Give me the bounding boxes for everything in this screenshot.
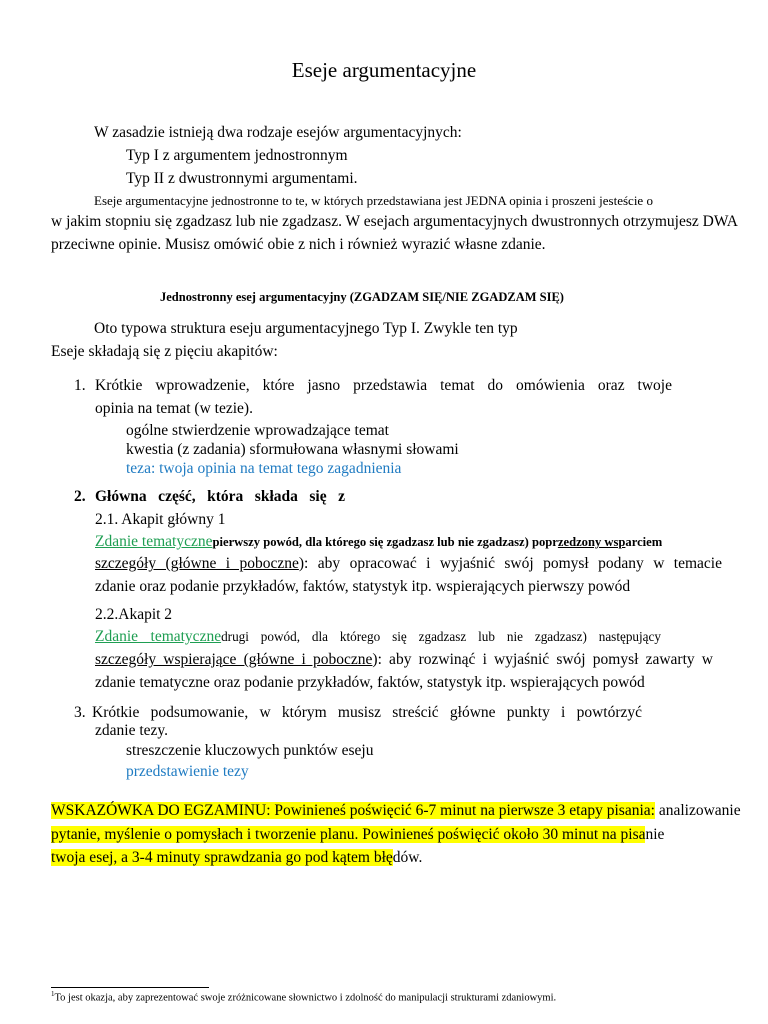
sub1-heading: 2.1. Akapit główny 1 bbox=[95, 511, 226, 528]
item1-line-2: opinia na temat (w tezie). bbox=[95, 400, 253, 417]
footnote: $^1$To jest okazja, aby zaprezentować swoje zróżnicowane słownictwo i zdolność do manipulacji strukturami zdaniowymi. bbox=[51, 990, 557, 1004]
structure-line-1: Oto typowa struktura eseju argumentacyjnego Typ I. Zwykle ten typ bbox=[94, 320, 518, 337]
item3-bullet-2: przedstawienie tezy bbox=[126, 763, 249, 780]
footnote-mark: 1 bbox=[51, 990, 55, 998]
item3-line-2: zdanie tezy. bbox=[95, 722, 169, 739]
footnote-separator bbox=[51, 987, 209, 988]
item1-bullet-1: ogólne stwierdzenie wprowadzające temat bbox=[126, 422, 389, 439]
type-1-item: Typ I z argumentem jednostronnym bbox=[126, 147, 348, 164]
sub1-line-1: Zdanie tematycznepierwszy powód, dla którego się zgadzasz lub nie zgadzasz) poprzedzony wsparciem bbox=[95, 533, 663, 550]
list-number-3: 3. bbox=[74, 704, 86, 721]
section-heading: Jednostronny esej argumentacyjny (ZGADZAM SIĘ/NIE ZGADZAM SIĘ) bbox=[160, 290, 564, 304]
exam-tip-line-2: pytanie, myślenie o pomysłach i tworzenie planu. Powinieneś poświęcić około 30 minut na pisanie bbox=[51, 826, 665, 843]
intro-line-1: W zasadzie istnieją dwa rodzaje esejów argumentacyjnych: bbox=[94, 124, 462, 141]
item1-line-1: Krótkie wprowadzenie, które jasno przedstawia temat do omówienia oraz twoje bbox=[95, 377, 672, 394]
exam-tip-line-1: WSKAZÓWKA DO EGZAMINU: Powinieneś poświęcić 6-7 minut na pierwsze 3 etapy pisania: analizowanie bbox=[51, 802, 741, 819]
sub2-line-3: zdanie tematyczne oraz podanie przykładów, faktów, statystyk itp. wspierających powód bbox=[95, 674, 645, 691]
topic-sentence-label: Zdanie tematyczne bbox=[95, 628, 222, 645]
list-number-1: 1. bbox=[74, 377, 86, 394]
structure-line-2: Eseje składają się z pięciu akapitów: bbox=[51, 343, 278, 360]
page-title: Eseje argumentacyjne bbox=[291, 58, 477, 82]
intro-small-line: Eseje argumentacyjne jednostronne to te, w których przedstawiana jest JEDNA opinia i proszeni jesteście o bbox=[94, 193, 653, 208]
sub2-heading: 2.2.Akapit 2 bbox=[95, 606, 173, 623]
sub2-line-2: szczegóły wspierające (główne i poboczne): aby rozwinąć i wyjaśnić swój pomysł zawarty w bbox=[95, 651, 713, 668]
item3-line-1: Krótkie podsumowanie, w którym musisz streścić główne punkty i powtórzyć bbox=[92, 704, 642, 721]
item2-line-1: Główna część, która składa się z bbox=[95, 488, 345, 505]
sub1-line-3: zdanie oraz podanie przykładów, faktów, statystyk itp. wspierających pierwszy powód bbox=[95, 578, 631, 595]
item3-bullet-1: streszczenie kluczowych punktów eseju bbox=[126, 742, 374, 759]
intro-line-3: przeciwne opinie. Musisz omówić obie z nich i również wyrazić własne zdanie. bbox=[51, 236, 546, 253]
list-number-2: 2. bbox=[74, 488, 86, 505]
sub2-line-1: Zdanie tematycznedrugi powód, dla którego się zgadzasz lub nie zgadzasz) następujący bbox=[95, 628, 661, 645]
type-2-item: Typ II z dwustronnymi argumentami. bbox=[126, 170, 358, 187]
exam-tip-line-3: twoja esej, a 3-4 minuty sprawdzania go pod kątem błędów. bbox=[51, 849, 423, 866]
topic-sentence-label: Zdanie tematyczne bbox=[95, 533, 213, 550]
intro-line-2: w jakim stopniu się zgadzasz lub nie zgadzasz. W esejach argumentacyjnych dwustronnych otrzymujesz DWA bbox=[51, 213, 738, 230]
item1-bullet-3: teza: twoja opinia na temat tego zagadnienia bbox=[126, 460, 402, 477]
sub1-line-2: szczegóły (główne i poboczne): aby opracować i wyjaśnić swój pomysł podany w temacie bbox=[95, 555, 722, 572]
item1-bullet-2: kwestia (z zadania) sformułowana własnymi słowami bbox=[126, 441, 459, 458]
